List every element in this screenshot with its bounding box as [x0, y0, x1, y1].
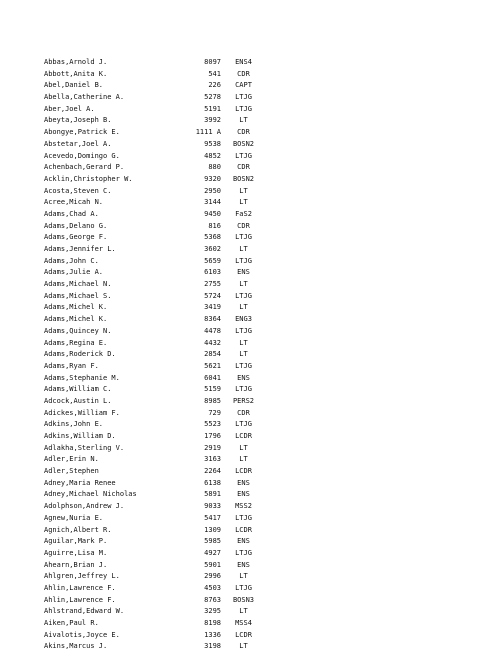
name-cell: Abel,Daniel B.	[44, 81, 104, 90]
number-cell: 9450	[204, 209, 221, 218]
rank-cell: ENS	[237, 268, 250, 277]
name-cell: Aguilar,Mark P.	[44, 537, 108, 546]
name-cell: Ahlin,Lawrence F.	[44, 595, 116, 604]
rank-cell: MSS2	[235, 502, 252, 511]
list-item	[44, 489, 274, 501]
list-item	[44, 478, 274, 490]
name-cell: Adlakha,Sterling V.	[44, 443, 125, 452]
rank-cell: LT	[239, 338, 248, 347]
rank-cell: LT	[239, 116, 248, 125]
rank-cell: BOSN2	[232, 174, 255, 183]
number-cell: 226	[208, 81, 221, 90]
name-cell: Adams,Quincey N.	[44, 326, 112, 335]
rank-cell: LTJG	[235, 291, 252, 300]
rank-cell: ENS	[237, 478, 250, 487]
number-cell: 1336	[204, 630, 221, 639]
name-cell: Ahearn,Brian J.	[44, 560, 108, 569]
rank-cell: CDR	[237, 69, 250, 78]
number-cell: 3295	[204, 607, 221, 616]
rank-cell: LT	[239, 642, 248, 651]
name-cell: Adams,Chad A.	[44, 209, 99, 218]
number-cell: 9033	[204, 502, 221, 511]
name-cell: Aivalotis,Joyce E.	[44, 630, 120, 639]
list-item	[44, 454, 274, 466]
rank-cell: CDR	[237, 163, 250, 172]
name-cell: Ahlstrand,Edward W.	[44, 607, 125, 616]
name-cell: Adickes,William F.	[44, 408, 120, 417]
number-cell: 5891	[204, 490, 221, 499]
list-item	[44, 197, 274, 209]
number-cell: 2854	[204, 350, 221, 359]
rank-cell: BOSN3	[232, 595, 255, 604]
list-item	[44, 256, 274, 268]
number-cell: 6103	[204, 268, 221, 277]
list-item	[44, 536, 274, 548]
list-item	[44, 571, 274, 583]
rank-cell: LT	[239, 186, 248, 195]
name-cell: Acevedo,Domingo G.	[44, 151, 120, 160]
number-cell: 5659	[204, 256, 221, 265]
rank-cell: LTJG	[235, 256, 252, 265]
name-cell: Adney,Michael Nicholas	[44, 490, 137, 499]
list-item	[44, 291, 274, 303]
number-cell: 3419	[204, 303, 221, 312]
name-cell: Aber,Joel A.	[44, 104, 95, 113]
name-cell: Abstetar,Joel A.	[44, 139, 112, 148]
rank-cell: LT	[239, 280, 248, 289]
rank-cell: LCDR	[235, 432, 252, 440]
list-item	[44, 548, 274, 560]
name-cell: Adams,Stephanie M.	[44, 373, 120, 382]
list-item	[44, 419, 274, 431]
rank-cell: LTJG	[235, 583, 252, 592]
list-item	[44, 186, 274, 198]
list-item	[44, 209, 274, 221]
name-cell: Adams,Delano G.	[44, 221, 108, 230]
number-cell: 541	[208, 69, 221, 78]
list-item	[44, 560, 274, 572]
rank-cell: LTJG	[235, 104, 252, 113]
name-cell: Adams,Michael S.	[44, 291, 112, 300]
rank-cell: LTJG	[235, 93, 252, 102]
number-cell: 5417	[204, 513, 221, 522]
number-cell: 5901	[204, 560, 221, 569]
number-cell: 5523	[204, 420, 221, 429]
name-cell: Agnich,Albert R.	[44, 525, 112, 534]
name-cell: Adams,John C.	[44, 256, 99, 265]
name-cell: Adams,Ryan F.	[44, 361, 99, 370]
rank-cell: LTJG	[235, 420, 252, 429]
list-item	[44, 595, 274, 607]
number-cell: 3144	[204, 198, 221, 207]
name-cell: Abella,Catherine A.	[44, 93, 125, 102]
list-item	[44, 408, 274, 420]
list-item	[44, 267, 274, 279]
list-item	[44, 606, 274, 618]
number-cell: 5278	[204, 93, 221, 102]
list-item	[44, 396, 274, 408]
rank-cell: LT	[239, 245, 248, 253]
number-cell: 5985	[204, 537, 221, 546]
list-item	[44, 338, 274, 350]
number-cell: 816	[208, 221, 221, 230]
rank-cell: LT	[239, 455, 248, 464]
number-cell: 4927	[204, 548, 221, 557]
name-cell: Adcock,Austin L.	[44, 396, 112, 405]
rank-cell: LCDR	[235, 630, 252, 639]
rank-cell: LTJG	[235, 326, 252, 335]
rank-cell: LT	[239, 303, 248, 312]
list-item	[44, 431, 274, 443]
number-cell: 2755	[204, 280, 221, 289]
rank-cell: FaS2	[235, 209, 252, 218]
number-cell: 729	[208, 408, 221, 417]
number-cell: 8985	[204, 396, 221, 405]
name-cell: Ahlin,Lawrence F.	[44, 583, 116, 592]
rank-cell: LTJG	[235, 548, 252, 557]
roster-list	[44, 57, 274, 653]
list-item	[44, 618, 274, 630]
rank-cell: LTJG	[235, 361, 252, 370]
number-cell: 3163	[204, 455, 221, 464]
rank-cell: ENG3	[235, 315, 252, 324]
list-item	[44, 501, 274, 513]
rank-cell: LTJG	[235, 385, 252, 394]
name-cell: Aguirre,Lisa M.	[44, 548, 108, 557]
list-item	[44, 162, 274, 174]
number-cell: 1111 A	[195, 128, 221, 137]
name-cell: Adams,George F.	[44, 233, 108, 242]
name-cell: Acree,Micah N.	[44, 198, 104, 207]
list-item	[44, 384, 274, 396]
number-cell: 9320	[204, 174, 221, 183]
name-cell: Adams,Roderick D.	[44, 350, 116, 359]
number-cell: 2919	[204, 443, 221, 452]
name-cell: Adams,Julie A.	[44, 268, 104, 277]
list-item	[44, 302, 274, 314]
number-cell: 880	[208, 163, 221, 172]
number-cell: 8364	[204, 315, 221, 324]
rank-cell: CDR	[237, 128, 250, 137]
name-cell: Aiken,Paul R.	[44, 619, 99, 627]
list-item	[44, 92, 274, 104]
rank-cell: CDR	[237, 408, 250, 417]
number-cell: 3992	[204, 116, 221, 125]
name-cell: Abbas,Arnold J.	[44, 58, 108, 66]
list-item	[44, 361, 274, 373]
name-cell: Adkins,William D.	[44, 432, 116, 440]
name-cell: Adney,Maria Renee	[44, 478, 116, 487]
name-cell: Adler,Erin N.	[44, 455, 99, 464]
list-item	[44, 373, 274, 385]
rank-cell: LTJG	[235, 151, 252, 160]
list-item	[44, 127, 274, 139]
rank-cell: CAPT	[235, 81, 252, 90]
number-cell: 4852	[204, 151, 221, 160]
number-cell: 1309	[204, 525, 221, 534]
list-item	[44, 279, 274, 291]
list-item	[44, 139, 274, 151]
number-cell: 4432	[204, 338, 221, 347]
name-cell: Adler,Stephen	[44, 467, 99, 476]
number-cell: 6138	[204, 478, 221, 487]
rank-cell: ENS	[237, 560, 250, 569]
rank-cell: ENS4	[235, 58, 252, 66]
number-cell: 3198	[204, 642, 221, 651]
name-cell: Akins,Marcus J.	[44, 642, 108, 651]
list-item	[44, 326, 274, 338]
rank-cell: ENS	[237, 490, 250, 499]
name-cell: Acklin,Christopher W.	[44, 174, 133, 183]
number-cell: 5159	[204, 385, 221, 394]
name-cell: Abbott,Anita K.	[44, 69, 108, 78]
rank-cell: LTJG	[235, 513, 252, 522]
list-item	[44, 466, 274, 478]
number-cell: 4503	[204, 583, 221, 592]
list-item	[44, 104, 274, 116]
rank-cell: LT	[239, 198, 248, 207]
number-cell: 2996	[204, 572, 221, 581]
number-cell: 4478	[204, 326, 221, 335]
number-cell: 5191	[204, 104, 221, 113]
list-item	[44, 174, 274, 186]
list-item	[44, 244, 274, 256]
number-cell: 9538	[204, 139, 221, 148]
rank-cell: LT	[239, 607, 248, 616]
number-cell: 1796	[204, 432, 221, 440]
list-item	[44, 349, 274, 361]
name-cell: Adkins,John E.	[44, 420, 104, 429]
name-cell: Adams,Jennifer L.	[44, 245, 116, 253]
rank-cell: LT	[239, 572, 248, 581]
number-cell: 5621	[204, 361, 221, 370]
number-cell: 8198	[204, 619, 221, 627]
rank-cell: LCDR	[235, 467, 252, 476]
number-cell: 3602	[204, 245, 221, 253]
list-item	[44, 232, 274, 244]
list-item	[44, 69, 274, 81]
name-cell: Adolphson,Andrew J.	[44, 502, 125, 511]
name-cell: Acosta,Steven C.	[44, 186, 112, 195]
rank-cell: BOSN2	[232, 139, 255, 148]
list-item	[44, 221, 274, 233]
name-cell: Adams,Michael N.	[44, 280, 112, 289]
list-item	[44, 513, 274, 525]
name-cell: Abongye,Patrick E.	[44, 128, 120, 137]
name-cell: Adams,Regina E.	[44, 338, 108, 347]
number-cell: 5724	[204, 291, 221, 300]
number-cell: 2950	[204, 186, 221, 195]
name-cell: Adams,Michel K.	[44, 303, 108, 312]
rank-cell: MSS4	[235, 619, 252, 627]
list-item	[44, 80, 274, 92]
rank-cell: LCDR	[235, 525, 252, 534]
rank-cell: ENS	[237, 537, 250, 546]
name-cell: Abeyta,Joseph B.	[44, 116, 112, 125]
number-cell: 2264	[204, 467, 221, 476]
name-cell: Achenbach,Gerard P.	[44, 163, 125, 172]
number-cell: 8763	[204, 595, 221, 604]
list-item	[44, 525, 274, 537]
list-item	[44, 641, 274, 653]
number-cell: 8097	[204, 58, 221, 66]
rank-cell: PERS2	[232, 396, 255, 405]
list-item	[44, 57, 274, 69]
rank-cell: ENS	[237, 373, 250, 382]
list-item	[44, 115, 274, 127]
list-item	[44, 151, 274, 163]
list-item	[44, 314, 274, 326]
name-cell: Adams,William C.	[44, 385, 112, 394]
number-cell: 5368	[204, 233, 221, 242]
name-cell: Agnew,Nuria E.	[44, 513, 104, 522]
rank-cell: LT	[239, 443, 248, 452]
list-item	[44, 443, 274, 455]
number-cell: 6041	[204, 373, 221, 382]
name-cell: Adams,Michel K.	[44, 315, 108, 324]
list-item	[44, 583, 274, 595]
name-cell: Ahlgren,Jeffrey L.	[44, 572, 120, 581]
rank-cell: LTJG	[235, 233, 252, 242]
rank-cell: CDR	[237, 221, 250, 230]
rank-cell: LT	[239, 350, 248, 359]
